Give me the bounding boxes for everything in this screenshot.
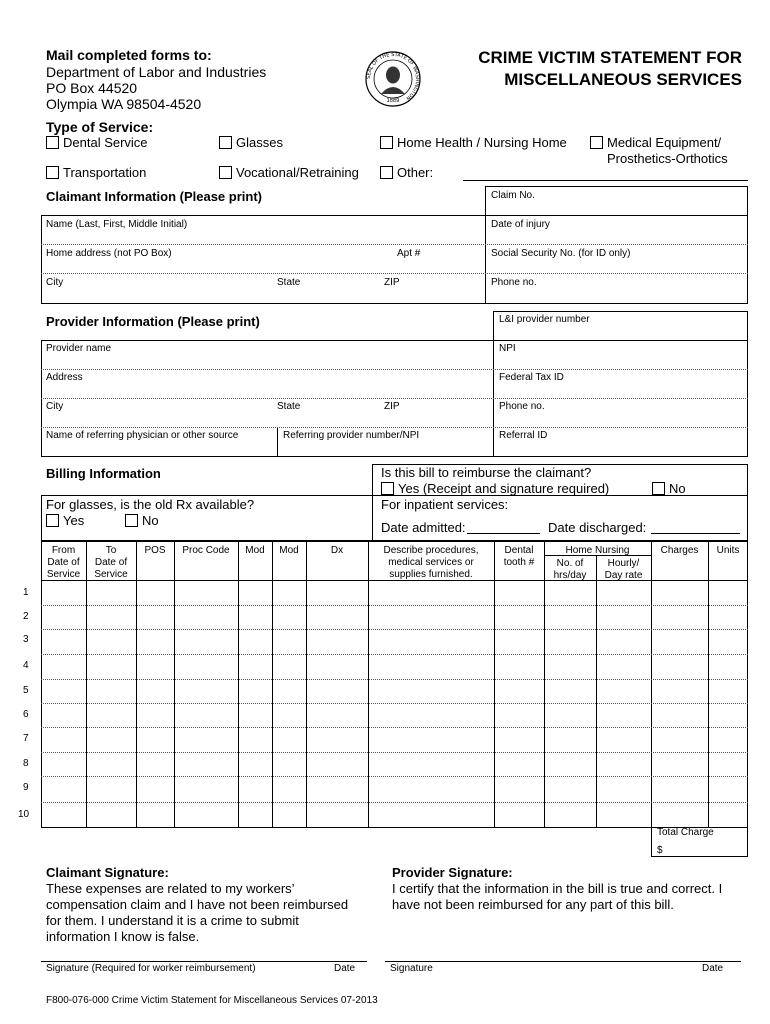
provider-signature-label: Signature: [390, 963, 433, 974]
claimant-heading: Claimant Information (Please print): [46, 189, 262, 204]
date-admitted-label: Date admitted:: [381, 520, 466, 535]
form-title: [440, 47, 742, 91]
col-mod-1: Mod: [245, 545, 265, 556]
transportation-option[interactable]: Transportation: [46, 165, 146, 180]
row-number: 7: [23, 733, 29, 744]
row-number: 8: [23, 758, 29, 769]
total-charge-label: Total Charge: [657, 827, 714, 838]
reimburse-yes-checkbox[interactable]: [381, 482, 394, 495]
claimant-date-label: Date: [334, 963, 356, 974]
apt-label: Apt #: [397, 248, 421, 259]
mail-line-3: Olympia WA 98504-4520: [46, 96, 202, 112]
glasses-rx-yes-option[interactable]: Yes: [46, 513, 84, 528]
claimant-phone-label: Phone no.: [491, 277, 537, 288]
col-describe: Describe procedures, medical services or supplies furnished.: [383, 545, 479, 580]
seal-ring-text: SEAL OF THE STATE OF WASHINGTON: [365, 51, 421, 102]
col-home-nursing: Home Nursing: [565, 545, 630, 556]
home-health-option[interactable]: Home Health / Nursing Home: [380, 135, 567, 150]
col-hourly-rate: Hourly/ Day rate: [604, 558, 643, 581]
provider-attestation: I certify that the information in the bill is true and correct. I have not been reimbursed for any part of this bill.: [392, 881, 723, 912]
home-address-label: Home address (not PO Box): [46, 248, 172, 259]
reimburse-yes-option[interactable]: Yes (Receipt and signature required): [381, 481, 609, 496]
glasses-option[interactable]: Glasses: [219, 135, 283, 150]
row-number: 10: [18, 809, 30, 820]
provider-phone-label: Phone no.: [499, 401, 545, 412]
vocational-checkbox[interactable]: [219, 166, 232, 179]
claimant-zip-label: ZIP: [384, 277, 400, 288]
claimant-signature-line[interactable]: [41, 961, 367, 962]
glasses-rx-question: For glasses, is the old Rx available?: [46, 497, 255, 512]
mail-heading: Mail completed forms to:: [46, 47, 212, 63]
date-admitted-line[interactable]: [467, 533, 540, 534]
row-number: 9: [23, 782, 29, 793]
col-from: From Date of Service: [46, 545, 81, 580]
claimant-state-label: State: [277, 277, 301, 288]
service-heading: Type of Service:: [46, 119, 154, 135]
provider-signature-heading: Provider Signature:: [392, 865, 513, 880]
glasses-checkbox[interactable]: [219, 136, 232, 149]
col-hours-per-day: No. of hrs/day: [553, 558, 587, 581]
provider-heading: Provider Information (Please print): [46, 314, 260, 329]
other-line[interactable]: [463, 180, 748, 181]
date-of-injury-label: Date of injury: [491, 219, 550, 230]
medical-equipment-option[interactable]: Medical Equipment/: [590, 135, 721, 150]
row-number: 3: [23, 634, 29, 645]
row-number: 5: [23, 685, 29, 696]
transportation-checkbox[interactable]: [46, 166, 59, 179]
form-title-line-1: CRIME VICTIM STATEMENT FOR: [478, 48, 742, 67]
dental-service-option[interactable]: Dental Service: [46, 135, 148, 150]
referral-id-label: Referral ID: [499, 430, 548, 441]
glasses-rx-no-option[interactable]: No: [125, 513, 159, 528]
dental-checkbox[interactable]: [46, 136, 59, 149]
billing-heading: Billing Information: [46, 466, 161, 481]
col-to: To Date of Service: [94, 545, 128, 580]
row-number: 4: [23, 660, 29, 671]
state-seal-icon: [364, 50, 422, 108]
col-charges: Charges: [660, 545, 699, 556]
claimant-signature-label: Signature (Required for worker reimbursement): [46, 963, 256, 974]
total-dollar-sign: $: [657, 845, 663, 856]
col-mod-2: Mod: [279, 545, 299, 556]
form-title-line-2: MISCELLANEOUS SERVICES: [504, 70, 742, 89]
mail-line-1: Department of Labor and Industries: [46, 64, 267, 80]
npi-label: NPI: [499, 343, 516, 354]
other-option[interactable]: Other:: [380, 165, 433, 180]
col-units: Units: [716, 545, 740, 556]
federal-tax-id-label: Federal Tax ID: [499, 372, 564, 383]
other-checkbox[interactable]: [380, 166, 393, 179]
claim-no-label: Claim No.: [491, 190, 535, 201]
glasses-rx-yes-checkbox[interactable]: [46, 514, 59, 527]
service-table: [41, 541, 748, 828]
ssn-label: Social Security No. (for ID only): [491, 248, 631, 259]
provider-date-label: Date: [702, 963, 724, 974]
date-discharged-line[interactable]: [651, 533, 740, 534]
reimburse-no-option[interactable]: No: [652, 481, 686, 496]
date-discharged-label: Date discharged:: [548, 520, 647, 535]
medical-equipment-checkbox[interactable]: [590, 136, 603, 149]
provider-address-label: Address: [46, 372, 83, 383]
form-footer: F800-076-000 Crime Victim Statement for Miscellaneous Services 07-2013: [46, 995, 378, 1006]
claimant-city-label: City: [46, 277, 64, 288]
col-pos: POS: [144, 545, 166, 556]
referring-npi-label: Referring provider number/NPI: [283, 430, 420, 441]
reimburse-no-checkbox[interactable]: [652, 482, 665, 495]
col-dental-tooth: Dental tooth #: [503, 545, 535, 568]
inpatient-label: For inpatient services:: [381, 497, 509, 512]
row-number: 2: [23, 611, 29, 622]
mail-line-2: PO Box 44520: [46, 80, 138, 96]
col-dx: Dx: [330, 545, 344, 556]
provider-name-label: Provider name: [46, 343, 112, 354]
vocational-option[interactable]: Vocational/Retraining: [219, 165, 359, 180]
col-proc-code: Proc Code: [182, 545, 230, 556]
provider-city-label: City: [46, 401, 64, 412]
provider-zip-label: ZIP: [384, 401, 400, 412]
glasses-rx-no-checkbox[interactable]: [125, 514, 138, 527]
seal-year: 1889: [386, 98, 400, 104]
reimburse-question: Is this bill to reimburse the claimant?: [381, 465, 592, 480]
medical-equipment-label-2: Prosthetics-Orthotics: [607, 151, 728, 166]
li-provider-number-label: L&I provider number: [499, 314, 590, 325]
provider-state-label: State: [277, 401, 301, 412]
referring-physician-label: Name of referring physician or other source: [46, 430, 239, 441]
row-number: 1: [23, 587, 29, 598]
claimant-signature-heading: Claimant Signature:: [46, 865, 169, 880]
row-number: 6: [23, 709, 29, 720]
claimant-attestation: These expenses are related to my workers’ compensation claim and I have not been reimbursed for them. I understand it is a crime to submit information I know is false.: [46, 881, 349, 944]
claimant-name-label: Name (Last, First, Middle Initial): [46, 219, 188, 230]
home-health-checkbox[interactable]: [380, 136, 393, 149]
provider-signature-line[interactable]: [385, 961, 741, 962]
